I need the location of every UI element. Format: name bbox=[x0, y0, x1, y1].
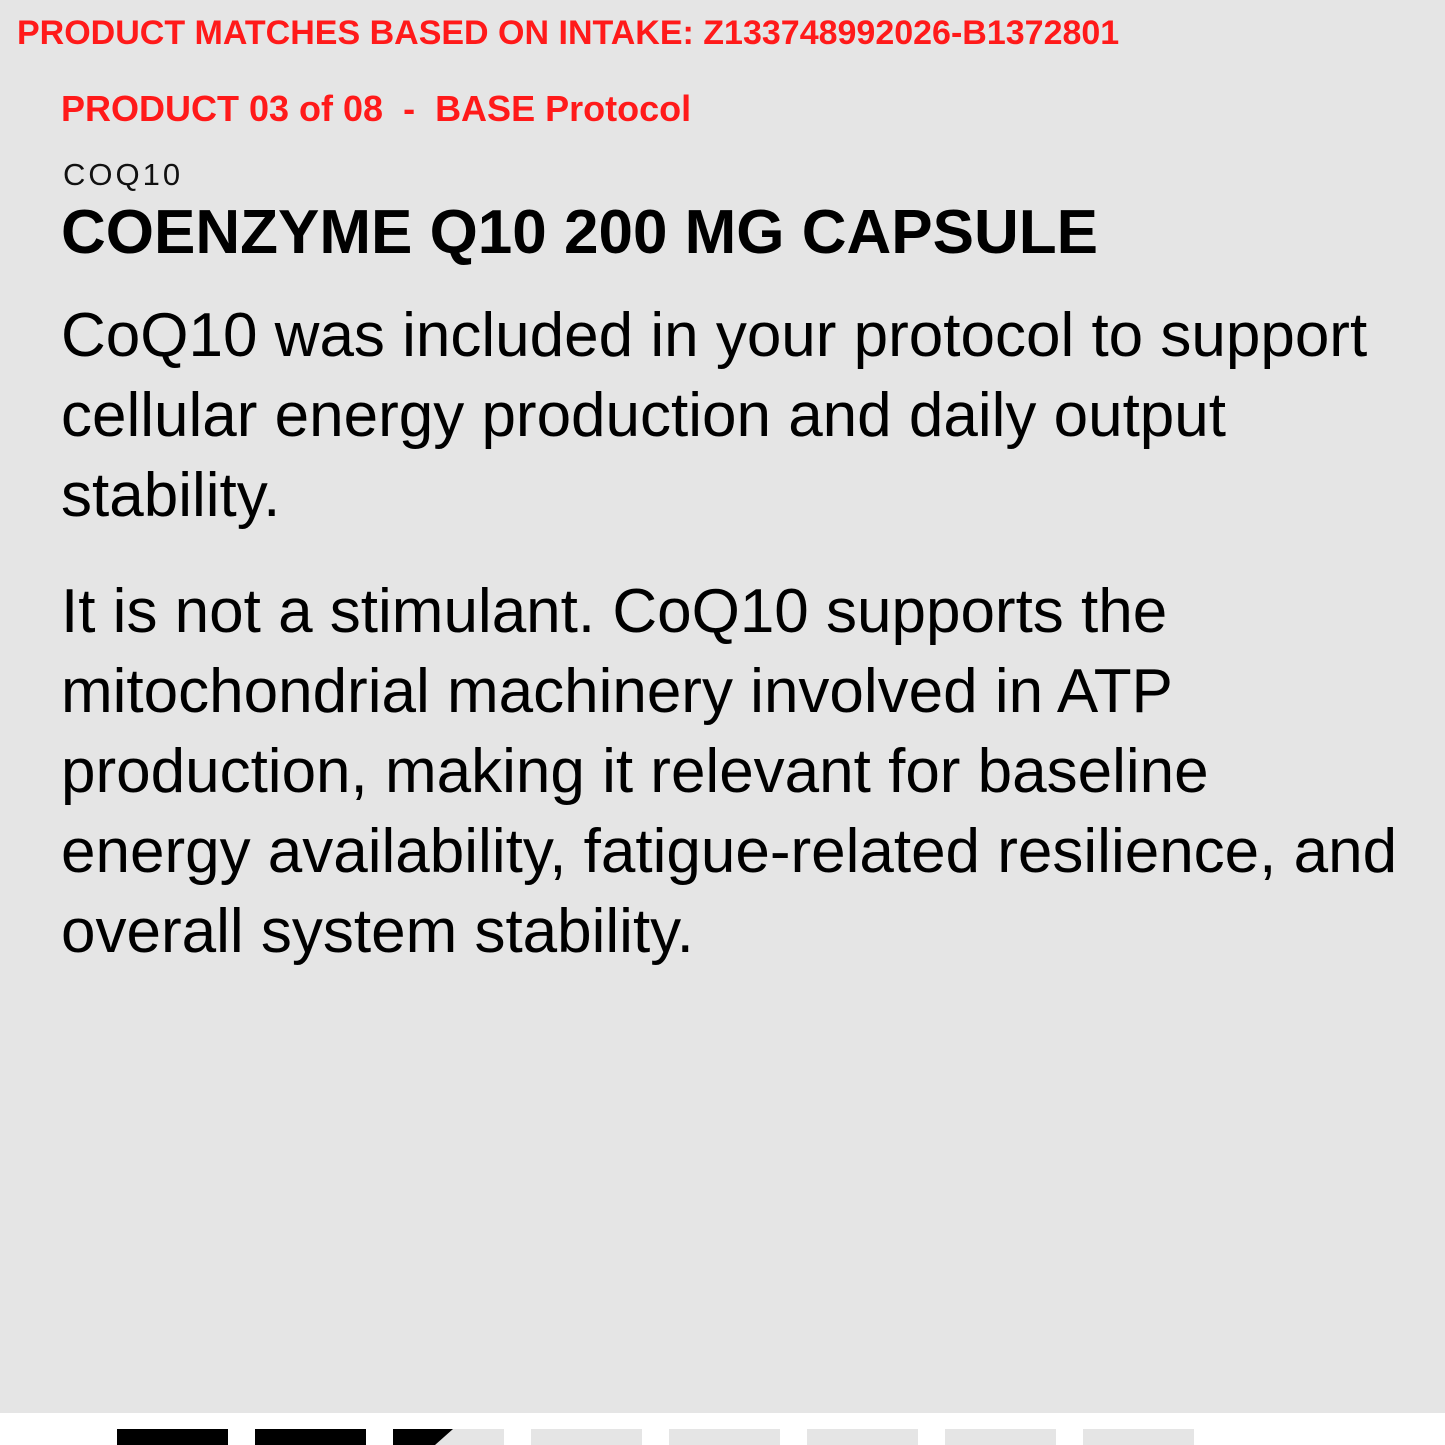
product-index-label: PRODUCT 03 of 08 - BASE Protocol bbox=[61, 88, 692, 129]
progress-segment bbox=[531, 1429, 642, 1445]
product-description-paragraph: CoQ10 was included in your protocol to support cellular energy production and daily output stability. bbox=[61, 301, 1368, 530]
progress-segment bbox=[117, 1429, 228, 1445]
product-description-paragraph: It is not a stimulant. CoQ10 supports the mitochondrial machinery involved in ATP production, making it relevant for baseline energy availability, fatigue-related resilience, and overall system stability. bbox=[61, 577, 1398, 966]
product-title: COENZYME Q10 200 MG CAPSULE bbox=[61, 198, 1099, 267]
progress-segment bbox=[807, 1429, 918, 1445]
product-code: COQ10 bbox=[63, 157, 184, 192]
progress-indicator bbox=[117, 1429, 1194, 1445]
progress-segment bbox=[1083, 1429, 1194, 1445]
progress-segment bbox=[255, 1429, 366, 1445]
progress-segment bbox=[945, 1429, 1056, 1445]
intake-header: PRODUCT MATCHES BASED ON INTAKE: Z133748992026-B1372801 bbox=[17, 14, 1120, 52]
progress-segment bbox=[669, 1429, 780, 1445]
progress-segment bbox=[393, 1429, 504, 1445]
